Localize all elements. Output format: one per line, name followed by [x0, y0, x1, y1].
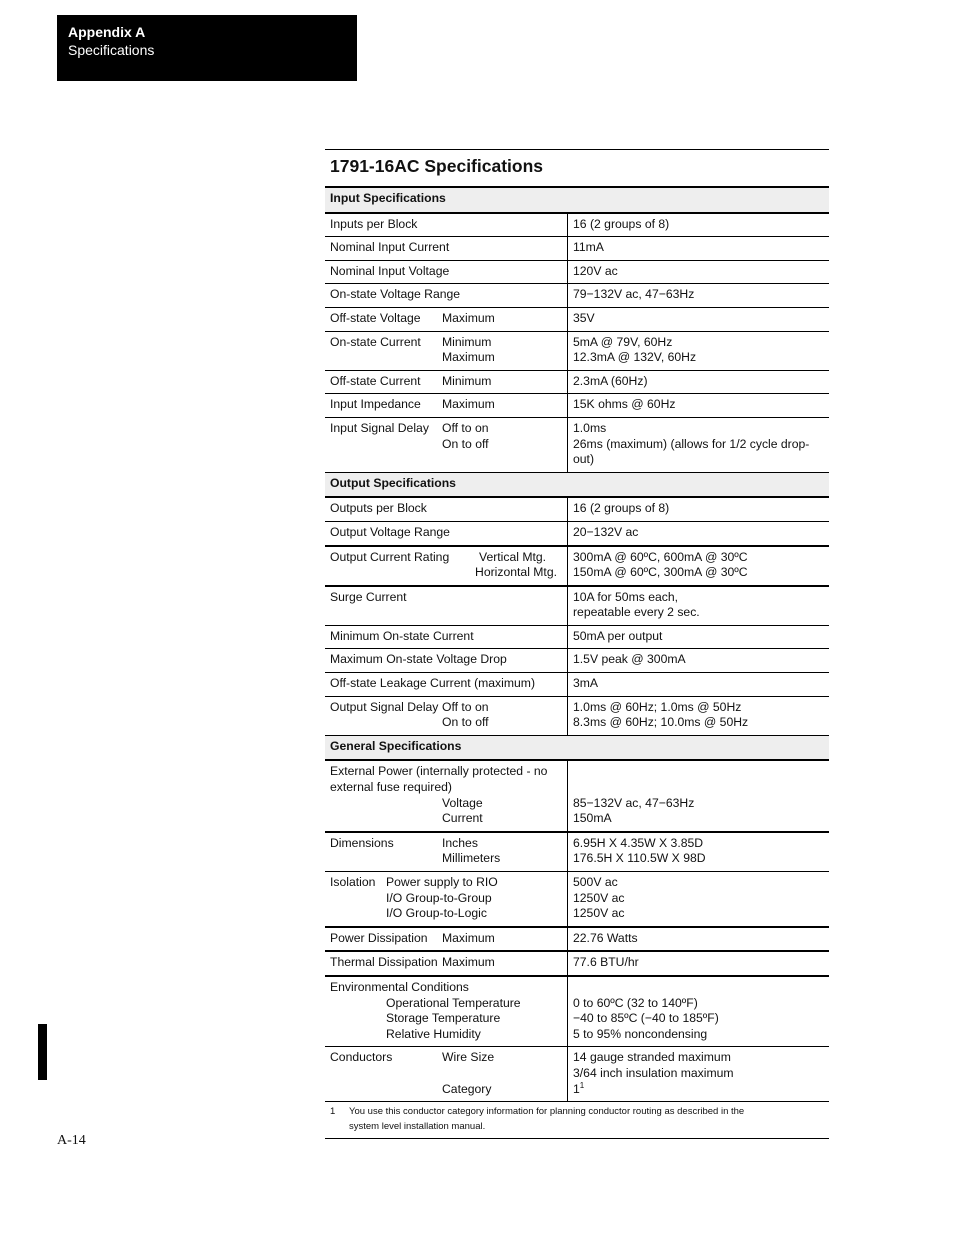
- table-row: Off-state Voltage Maximum 35V: [325, 307, 829, 331]
- section-header-output: Output Specifications: [325, 472, 829, 497]
- chapter-header: [57, 15, 357, 81]
- table-row: Conductors Wire Size Category 14 gauge stranded maximum 3/64 inch insulation maximum $1^1$: [325, 1047, 829, 1102]
- table-row: Inputs per Block 16 (2 groups of 8): [325, 213, 829, 237]
- table-row: Thermal Dissipation Maximum 77.6 BTU/hr: [325, 951, 829, 976]
- table-row: External Power (internally protected - no external fuse required) Voltage Current 85−132V ac, 47−63Hz 150mA: [325, 760, 829, 831]
- table-row: On-state Voltage Range 79−132V ac, 47−63Hz: [325, 284, 829, 308]
- appendix-label: Appendix A: [68, 24, 146, 40]
- spec-table: [325, 186, 829, 1139]
- table-row: Power Dissipation Maximum 22.76 Watts: [325, 927, 829, 952]
- chapter-tab-marker: [38, 1024, 47, 1080]
- footnote-mark: 1: [330, 1106, 336, 1118]
- table-row: Nominal Input Voltage 120V ac: [325, 260, 829, 284]
- footnote: [325, 1102, 829, 1139]
- table-row: Surge Current 10A for 50ms each, repeatable every 2 sec.: [325, 586, 829, 626]
- page-number: A-14: [57, 1133, 86, 1148]
- section-header-general: General Specifications: [325, 735, 829, 760]
- section-header-input: Input Specifications: [325, 187, 829, 213]
- table-row: Outputs per Block 16 (2 groups of 8): [325, 497, 829, 521]
- table-row: Nominal Input Current 11mA: [325, 237, 829, 261]
- table-row: Off-state Current Minimum 2.3mA (60Hz): [325, 370, 829, 394]
- table-row: Input Signal Delay Off to on On to off 1.0ms 26ms (maximum) (allows for 1/2 cycle drop-out): [325, 417, 829, 472]
- table-row: Off-state Leakage Current (maximum) 3mA: [325, 673, 829, 697]
- table-row: Output Voltage Range 20−132V ac: [325, 521, 829, 545]
- table-row: Output Current Rating Vertical Mtg. Horizontal Mtg. 300mA @ 60ºC, 600mA @ 30ºC 150mA @ 60ºC, 300mA @ 30ºC: [325, 546, 829, 586]
- page-title: 1791-16AC Specifications: [325, 149, 829, 186]
- table-row: Maximum On-state Voltage Drop 1.5V peak @ 300mA: [325, 649, 829, 673]
- footnote-text: You use this conductor category information for planning conductor routing as described in the system level installation manual.: [349, 1106, 745, 1133]
- table-row: Output Signal Delay Off to on On to off 1.0ms @ 60Hz; 1.0ms @ 50Hz 8.3ms @ 60Hz; 10.0ms @ 50Hz: [325, 696, 829, 735]
- table-row: Input Impedance Maximum 15K ohms @ 60Hz: [325, 394, 829, 418]
- section-label: Specifications: [68, 42, 155, 58]
- table-row: Minimum On-state Current 50mA per output: [325, 625, 829, 649]
- footnote-ref: 1: [579, 1080, 585, 1090]
- table-row: Environmental Conditions Operational Temperature Storage Temperature Relative Humidity 0 to 60ºC (32 to 140ºF) −40 to 85ºC (−40 to 185ºF) 5 to 95% noncondensing: [325, 976, 829, 1047]
- table-row: On-state Current Minimum Maximum 5mA @ 79V, 60Hz 12.3mA @ 132V, 60Hz: [325, 331, 829, 370]
- table-row: Isolation Power supply to RIO I/O Group-to-Group I/O Group-to-Logic 500V ac 1250V ac 1250V ac: [325, 872, 829, 927]
- table-row: Dimensions Inches Millimeters 6.95H X 4.35W X 3.85D 176.5H X 110.5W X 98D: [325, 832, 829, 872]
